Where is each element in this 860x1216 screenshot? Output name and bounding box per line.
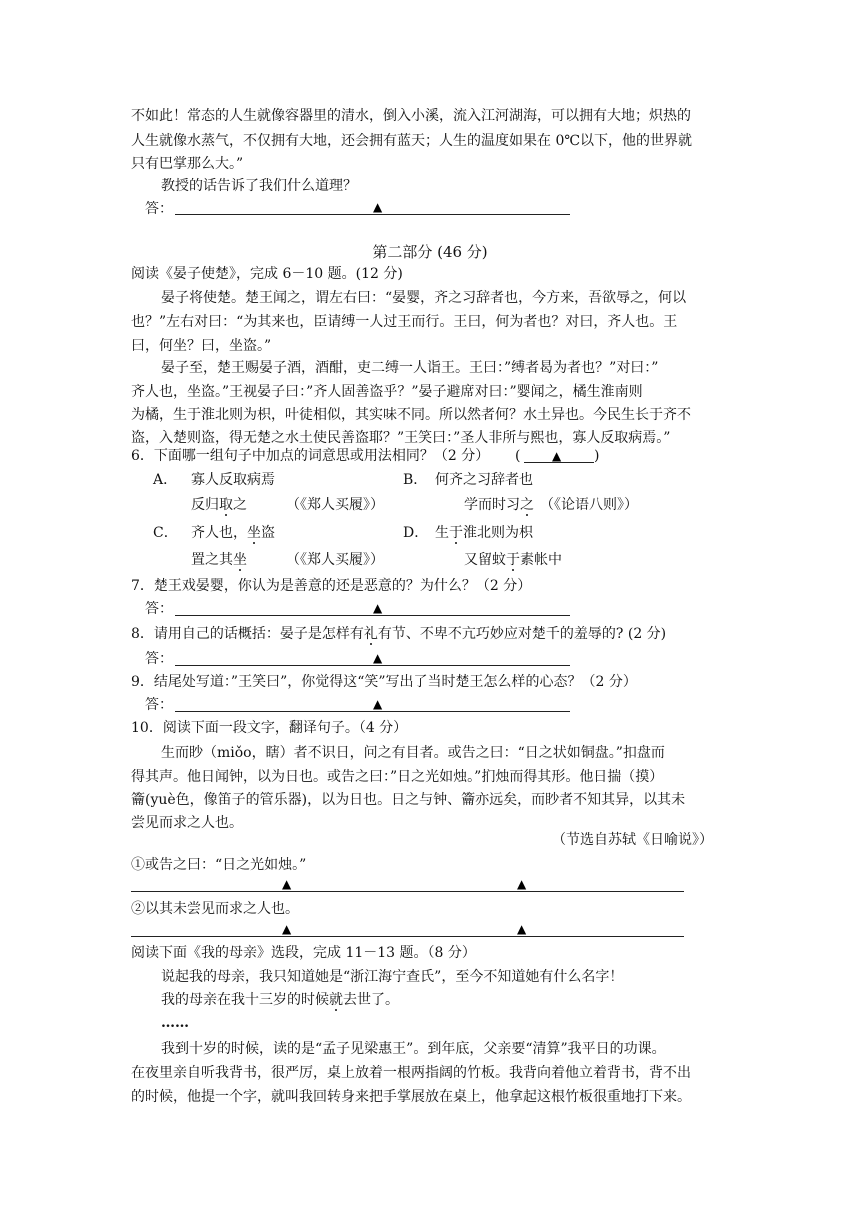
triangle-marker-icon: ▲ [282, 922, 292, 936]
answer-line[interactable] [175, 214, 570, 215]
option-a-line2 [191, 495, 247, 515]
answer-line[interactable] [131, 891, 684, 892]
passage-line: 晏子将使楚。楚王闻之，谓左右曰：“晏婴，齐之习辞者也，今方来，吾欲辱之，何以 [161, 290, 687, 306]
question-stem: 10．阅读下面一段文字，翻译句子。（4 分） [131, 720, 408, 736]
option-d-line2 [464, 550, 562, 570]
text-segment: 有节、不卑不亢巧妙应对楚千的羞辱的? (2 分) [377, 626, 667, 642]
answer-line[interactable] [175, 615, 570, 616]
dotted-word: 于 [449, 525, 463, 541]
passage-line: 为橘，生于淮北则为枳，叶徒相似，其实味不同。所以然者何？水土异也。今民生长于齐不 [131, 407, 691, 423]
option-b-line1: 何齐之习辞者也 [435, 472, 533, 488]
ellipsis: …… [161, 1015, 189, 1031]
translate-sentence-1: ①或告之曰：“日之光如烛。” [131, 857, 307, 873]
dotted-word: 取 [219, 497, 233, 513]
question-stem: 9．结尾处写道：”王笑曰”，你觉得这“笑”写出了当时楚王怎么样的心态？（2 分） [131, 674, 637, 690]
question-stem [131, 624, 666, 644]
triangle-marker-icon: ▲ [517, 877, 527, 891]
option-a-line1: 寡人反取病焉 [191, 472, 275, 488]
passage-line: 人生就像水蒸气，不仅拥有大地，还会拥有蓝天；人生的温度如果在 0℃以下，他的世界就 [131, 133, 693, 149]
option-c-line2 [191, 550, 247, 570]
triangle-marker-icon: ▲ [373, 651, 383, 665]
passage-line: 盗，入楚则盗，得无楚之水土使民善盗耶？”王笑曰：”圣人非所与熙也，寡人反取病焉。” [131, 430, 671, 446]
text-segment: 8．请用自己的话概括：晏子是怎样有 [131, 626, 364, 642]
bracket-close: ) [594, 448, 600, 464]
passage-line: 在夜里亲自听我背书，很严厉，桌上放着一根两指阔的竹板。我背向着他立着背书，背不出 [131, 1065, 691, 1081]
text-segment: 素帐中 [520, 552, 562, 568]
passage-line: 也？”左右对曰：“为其来也，臣请缚一人过王而行。王曰，何为者也？对曰，齐人也。王 [131, 314, 678, 330]
dotted-word: 坐 [247, 525, 261, 541]
text-segment: 盗 [261, 525, 275, 541]
answer-bracket [515, 446, 520, 466]
triangle-marker-icon: ▲ [373, 697, 383, 711]
dotted-word: 坐 [233, 552, 247, 568]
triangle-marker-icon: ▲ [373, 200, 383, 214]
passage-line: 说起我的母亲，我只知道她是“浙江海宁查氏”，至今不知道她有什么名字！ [161, 969, 624, 985]
answer-label: 答： [145, 601, 173, 617]
answer-label: 答： [145, 697, 173, 713]
option-a-source: （《郑人买履》） [286, 497, 384, 513]
option-label-a: A． [153, 472, 178, 488]
reading-intro: 阅读《晏子使楚》，完成 6－10 题。(12 分) [131, 266, 403, 282]
passage-line: 齐人也，坐盗。”王视晏子曰：”齐人固善盗乎？”晏子避席对曰：”婴闻之，橘生淮南则 [131, 384, 643, 400]
option-d-line1 [435, 523, 533, 543]
source-citation: （节选自苏轼《日喻说》） [552, 832, 713, 848]
dotted-word: 之 [520, 497, 534, 513]
passage-line: 得其声。他日闻钟，以为日也。或告之曰：”日之光如烛。”扪烛而得其形。他日揣（摸） [131, 769, 664, 785]
text-segment: 之 [233, 497, 247, 513]
text-segment: 齐人也， [191, 525, 247, 541]
answer-line[interactable] [131, 936, 684, 937]
option-b-line2 [464, 495, 534, 515]
option-c-source: （《郑人买履》） [286, 552, 384, 568]
option-label-d: D． [403, 525, 429, 541]
question-stem: 7．楚王戏晏婴，你认为是善意的还是恶意的？为什么？（2 分） [131, 578, 532, 594]
text-segment: 置之其 [191, 552, 233, 568]
answer-label: 答： [145, 201, 173, 217]
answer-line[interactable] [175, 711, 570, 712]
dotted-word: 于 [506, 552, 520, 568]
section-title: 第二部分 (46 分) [372, 243, 488, 261]
passage-line: 的时候，他提一个字，就叫我回转身来把手掌展放在桌上，他拿起这根竹板很重地打下来。 [131, 1089, 691, 1105]
passage-line: 生而眇（miǒo，瞎）者不识日，问之有目者。或告之曰：“日之状如铜盘。”扣盘而 [161, 745, 665, 761]
passage-line: 不如此！常态的人生就像容器里的清水，倒入小溪，流入江河湖海，可以拥有大地；炽热的 [131, 108, 691, 124]
question-stem: 6．下面哪一组句子中加点的词意思或用法相同？（2 分） [131, 448, 490, 464]
text-segment: 我的母亲在我十三岁的时候 [161, 992, 329, 1008]
passage-line: 我到十岁的时候，读的是“孟子见梁惠王”。到年底，父亲要“清算”我平日的功课。 [161, 1041, 666, 1057]
dotted-word: 就 [329, 992, 343, 1008]
question-text: 教授的话告诉了我们什么道理？ [161, 178, 357, 194]
reading-intro: 阅读下面《我的母亲》选段，完成 11－13 题。（8 分） [131, 945, 476, 961]
passage-line: 只有巴掌那么大。” [131, 156, 244, 172]
option-c-line1 [191, 523, 275, 543]
text-segment: 反归 [191, 497, 219, 513]
triangle-marker-icon: ▲ [552, 449, 562, 463]
answer-bracket [594, 446, 599, 466]
passage-line [161, 990, 399, 1010]
passage-line: 曰，何坐？曰，坐盗。” [131, 338, 272, 354]
passage-line: 籥(yuè色，像笛子的管乐器)，以为日也。日之与钟、籥亦远矣，而眇者不知其异，以其未 [131, 792, 686, 808]
passage-line: 晏子至，楚王赐晏子酒，酒酣，吏二缚一人诣王。王曰：”缚者曷为者也？”对曰：” [161, 360, 659, 376]
option-label-b: B． [403, 472, 428, 488]
bracket-open: ( [515, 448, 521, 464]
text-segment: 学而时习 [464, 497, 520, 513]
triangle-marker-icon: ▲ [517, 922, 527, 936]
passage-line: 尝见而求之人也。 [131, 815, 243, 831]
option-label-c: C． [153, 525, 178, 541]
option-b-source: （《论语八则》） [540, 497, 638, 513]
answer-label: 答： [145, 651, 173, 667]
text-segment: 生 [435, 525, 449, 541]
dotted-word: 礼 [363, 626, 378, 642]
text-segment: 淮北则为枳 [463, 525, 533, 541]
text-segment: 又留蚊 [464, 552, 506, 568]
triangle-marker-icon: ▲ [373, 601, 383, 615]
answer-line[interactable] [175, 665, 570, 666]
triangle-marker-icon: ▲ [282, 877, 292, 891]
text-segment: 去世了。 [343, 992, 399, 1008]
translate-sentence-2: ②以其未尝见而求之人也。 [131, 901, 299, 917]
